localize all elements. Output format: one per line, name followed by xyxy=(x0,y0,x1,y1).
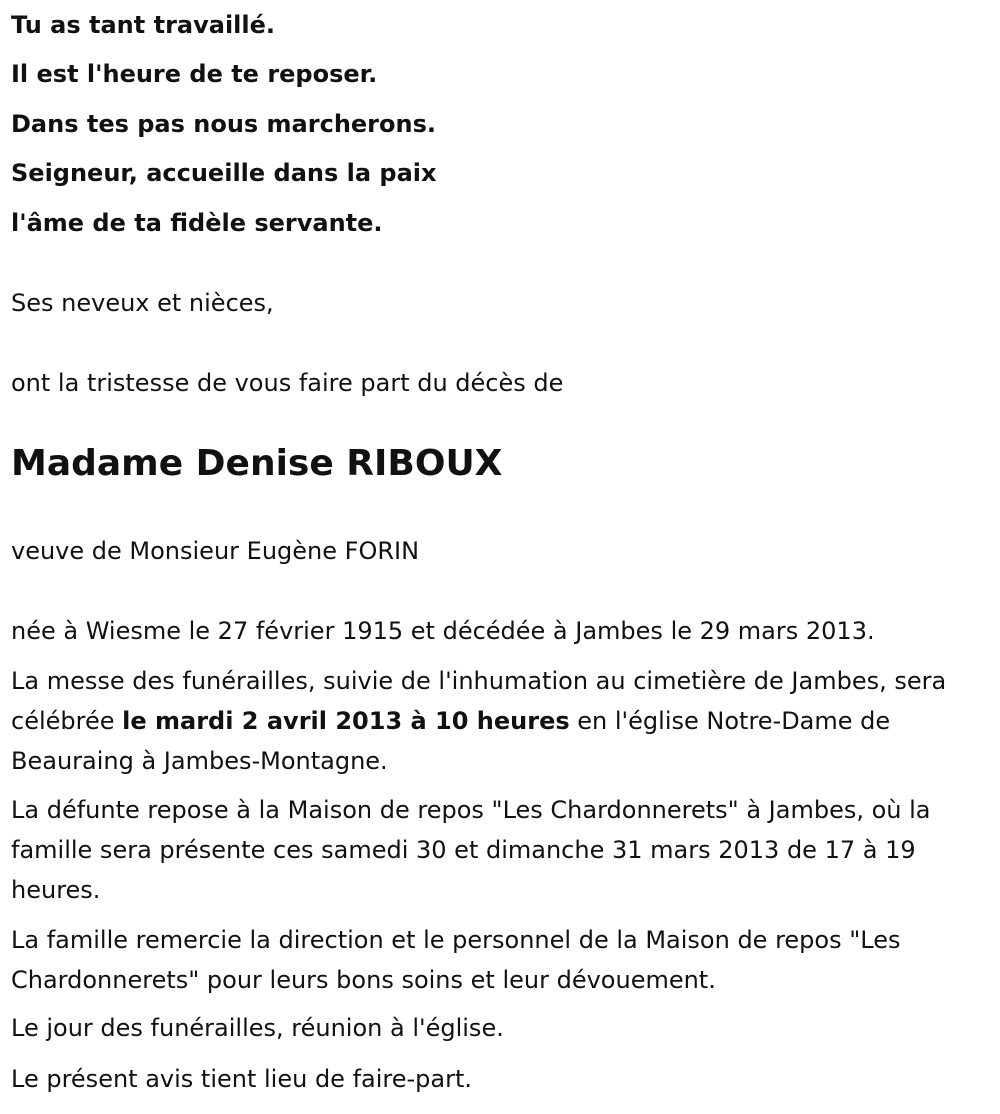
meeting-line: Le jour des funérailles, réunion à l'église. xyxy=(11,1014,504,1042)
birth-death-line: née à Wiesme le 27 février 1915 et décédée à Jambes le 29 mars 2013. xyxy=(11,617,875,645)
poem-line-2: Il est l'heure de te reposer. xyxy=(11,60,378,88)
thanks-paragraph: La famille remercie la direction et le personnel de la Maison de repos "Les Chardonnerets" pour leurs bons soins et leur dévouement. xyxy=(11,926,901,994)
poem-line-5: l'âme de ta fidèle servante. xyxy=(11,209,383,237)
poem-line-1: Tu as tant travaillé. xyxy=(11,11,276,39)
funeral-paragraph xyxy=(11,661,981,781)
rest-place-paragraph: La défunte repose à la Maison de repos "Les Chardonnerets" à Jambes, où la famille sera présente ces samedi 30 et dimanche 31 mars 2013 de 17 à 19 heures. xyxy=(11,796,931,904)
widow-of-line: veuve de Monsieur Eugène FORIN xyxy=(11,537,420,565)
family-line: Ses neveux et nièces, xyxy=(11,289,274,317)
notice-line: Le présent avis tient lieu de faire-part. xyxy=(11,1065,473,1093)
funeral-date-time: le mardi 2 avril 2013 à 10 heures xyxy=(122,707,570,735)
poem-line-4: Seigneur, accueille dans la paix xyxy=(11,159,437,187)
announcement-line: ont la tristesse de vous faire part du décès de xyxy=(11,369,564,397)
poem-line-3: Dans tes pas nous marcherons. xyxy=(11,110,436,138)
funeral-text-before: La messe des funérailles, suivie de l'inhumation au cimetière de Jambes, sera célébrée xyxy=(11,667,947,735)
deceased-name: Madame Denise RIBOUX xyxy=(11,443,503,484)
funeral-text-after: en l'église Notre-Dame de Beauraing à Jambes-Montagne. xyxy=(11,707,891,775)
